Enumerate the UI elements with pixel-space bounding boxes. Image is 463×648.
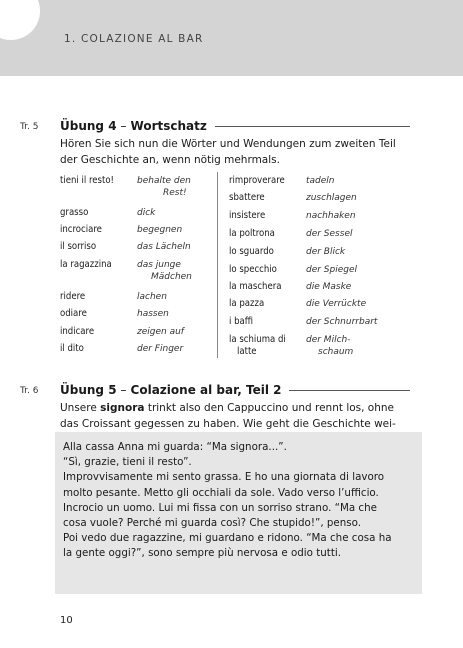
vocab-italian: il dito xyxy=(60,343,84,354)
vocab-german: zuschlagen xyxy=(306,193,357,203)
vocab-italian: tieni il resto! xyxy=(60,175,114,186)
vocab-italian: i baffi xyxy=(229,316,254,327)
vocab-column-divider xyxy=(217,172,218,358)
instruction-line: der Geschichte an, wenn nötig mehrmals. xyxy=(60,153,280,166)
vocab-left-column xyxy=(60,175,212,365)
story-line: la gente oggi?”, sono sempre più nervosa e odio tutti. xyxy=(63,547,341,560)
vocab-italian: lo specchio xyxy=(229,264,277,275)
vocab-german: das Lächeln xyxy=(137,242,191,252)
story-line: cosa vuole? Perché mi guarda così? Che stupido!”, penso. xyxy=(63,517,362,530)
exercise4-number: Übung 4 xyxy=(60,119,117,133)
story-text-box xyxy=(55,432,422,594)
vocab-german: begegnen xyxy=(137,225,183,235)
intro-line: das Croissant gegessen zu haben. Wie geht die Geschichte wei- xyxy=(60,417,396,430)
story-line: Improvvisamente mi sento grassa. E ho una giornata di lavoro xyxy=(63,471,385,484)
vocab-italian: ridere xyxy=(60,291,86,302)
vocab-german: der Spiegel xyxy=(306,265,358,275)
exercise4-instruction xyxy=(60,137,418,168)
vocab-italian: il sorriso xyxy=(60,241,97,252)
vocab-german: die Maske xyxy=(306,282,352,292)
vocab-german: der Blick xyxy=(306,247,346,257)
vocab-italian: sbattere xyxy=(229,192,265,203)
vocab-italian: grasso xyxy=(60,207,89,218)
vocab-italian: la schiuma di latte xyxy=(229,334,286,357)
vocab-german: der Finger xyxy=(137,344,184,354)
vocab-italian: la poltrona xyxy=(229,228,275,239)
vocab-german: nachhaken xyxy=(306,211,356,221)
vocab-german: der Milch- schaum xyxy=(306,335,354,357)
vocab-italian: la ragazzina xyxy=(60,259,112,270)
vocab-italian: la maschera xyxy=(229,281,282,292)
story-line: “Sì, grazie, tieni il resto”. xyxy=(63,456,192,469)
vocab-italian: odiare xyxy=(60,308,87,319)
exercise5-heading xyxy=(60,382,410,398)
instruction-line: Hören Sie sich nun die Wörter und Wendungen zum zweiten Teil xyxy=(60,138,396,150)
exercise5-title: Colazione al bar, Teil 2 xyxy=(130,383,282,397)
vocab-german: der Sessel xyxy=(306,229,353,239)
heading-rule xyxy=(215,126,410,127)
vocab-german: hassen xyxy=(137,309,169,319)
chapter-title: 1. COLAZIONE AL BAR xyxy=(64,33,204,45)
exercise4-dash: – xyxy=(120,119,127,133)
vocab-italian: la pazza xyxy=(229,298,265,309)
vocab-german: tadeln xyxy=(306,176,335,186)
vocab-right-column xyxy=(229,175,429,365)
exercise5-number: Übung 5 xyxy=(60,383,117,397)
vocab-german: lachen xyxy=(137,292,167,302)
vocab-german: zeigen auf xyxy=(137,327,184,337)
intro-line: Unsere signora trinkt also den Cappuccino und rennt los, ohne xyxy=(60,402,394,414)
page-number: 10 xyxy=(60,615,73,626)
exercise5-dash: – xyxy=(120,383,127,397)
exercise4-heading xyxy=(60,118,410,134)
vocab-italian: insistere xyxy=(229,210,266,221)
heading-rule xyxy=(289,390,410,391)
story-line: molto pesante. Metto gli occhiali da sole. Vado verso l’ufficio. xyxy=(63,486,379,499)
vocab-italian: incrociare xyxy=(60,224,102,235)
exercise4-title: Wortschatz xyxy=(130,119,207,133)
story-line: Alla cassa Anna mi guarda: “Ma signora...”. xyxy=(63,441,287,453)
vocab-italian: indicare xyxy=(60,326,95,337)
story-lines xyxy=(63,440,415,562)
vocab-german: die Verrückte xyxy=(306,299,367,309)
vocab-german: das junge Mädchen xyxy=(137,260,192,282)
vocab-italian: rimproverare xyxy=(229,175,285,186)
track-label-ex4: Tr. 5 xyxy=(20,122,39,132)
story-line: Incrocio un uomo. Lui mi fissa con un sorriso strano. “Ma che xyxy=(63,501,377,514)
vocab-german: dick xyxy=(137,208,156,218)
track-label-ex5: Tr. 6 xyxy=(20,386,39,396)
story-line: Poi vedo due ragazzine, mi guardano e ridono. “Ma che cosa ha xyxy=(63,532,392,545)
vocab-german: behalte den Rest! xyxy=(137,176,191,198)
vocab-german: der Schnurrbart xyxy=(306,317,378,327)
vocab-italian: lo sguardo xyxy=(229,246,274,257)
